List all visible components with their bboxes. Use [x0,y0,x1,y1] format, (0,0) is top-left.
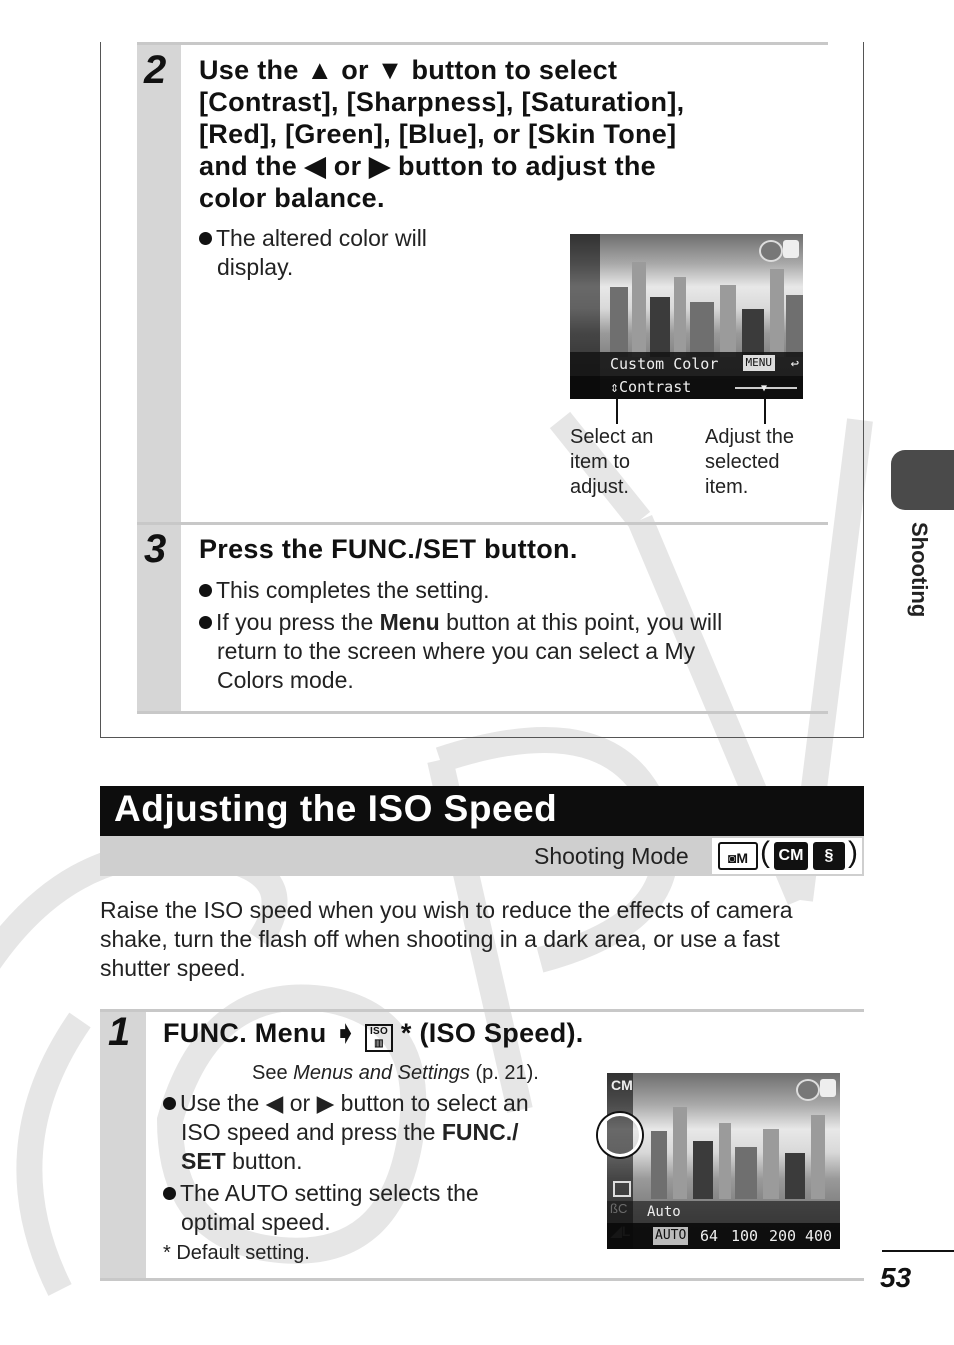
step3-bullet-2: If you press the Menu button at this point, you will return to the screen where you can select a My Colors mode. [199,608,722,695]
caption-adjust-item: Adjust the selected item. [705,426,794,498]
lock-icon [820,1079,836,1097]
step1-title: FUNC. Menu ➧ ISO ▥ * (ISO Speed). [163,1017,584,1052]
shooting-mode-label: Shooting Mode [534,843,689,869]
step2-bullet: The altered color will display. [199,224,427,282]
see-reference: See Menus and Settings (p. 21). [252,1062,539,1084]
iso-highlight-circle [598,1113,642,1157]
step3-top-rule [137,522,828,525]
scale-marker-icon: ▼ [761,383,768,394]
section-title: Adjusting the ISO Speed [114,788,558,829]
iso-option-100: 100 [731,1227,759,1245]
eye-icon [796,1079,820,1101]
leader-line-right [764,398,766,424]
iso-option-200: 200 [769,1227,797,1245]
chapter-label: Shooting [907,522,932,618]
stitch-icon: § [813,842,845,870]
page-number: 53 [880,1262,912,1293]
intro-paragraph: Raise the ISO speed when you wish to reduce the effects of camera shake, turn the flash off when shooting in a dark area, or use a fast shutter speed. [100,897,793,981]
camera-screen-custom-color: Custom Color MENU ↩ ⇕Contrast ▼ [570,234,803,399]
paren-close: ) [848,836,858,869]
camera-screen-iso: CM Auto AUTO 64 100 200 400 [607,1073,840,1249]
step1-bullet-2: The AUTO setting selects the optimal speed. [163,1179,479,1237]
paren-open: ( [760,836,770,869]
step3-title: Press the FUNC./SET button. [199,534,578,564]
step2-side-bar [137,45,181,522]
arrow-right-icon: ➧ [334,1018,358,1048]
custom-m-icon: CM [774,842,808,870]
menu-badge: MENU [743,355,776,371]
updown-arrow-icon: ⇕ [610,378,620,396]
iso-option-400: 400 [805,1227,833,1245]
step1-number: 1 [108,1010,131,1054]
step2-title: Use the ▲ or ▼ button to select [Contrast], [Sharpness], [Saturation], [Red], [Green], [Blue], or [Skin Tone] and the ◀ or ▶ button to adjust the color balance. [199,55,685,213]
cm-mode-icon: CM [611,1077,633,1093]
step3-bullet-1: This completes the setting. [199,576,490,605]
frame-icon [613,1181,631,1197]
step2-top-rule [137,42,828,45]
footnote: * Default setting. [163,1242,310,1264]
lock-icon [783,240,799,258]
iso-option-auto: AUTO [655,1228,687,1243]
step3-bottom-rule [137,711,828,714]
iso-option-64: 64 [700,1227,719,1245]
leader-line-left [616,398,618,424]
step1-bottom-rule [100,1278,864,1281]
iso-auto-icon: ISO ▥ [365,1024,393,1052]
iso-value-bar [607,1223,840,1249]
eye-icon [759,240,783,262]
step3-number: 3 [144,527,167,571]
step1-top-rule [100,1009,864,1012]
caption-select-item: Select an item to adjust. [570,426,654,498]
camera-m-icon: ◙M [718,842,758,870]
step1-bullet-1: Use the ◀ or ▶ button to select an ISO speed and press the FUNC./ SET button. [163,1089,529,1176]
step2-number: 2 [144,48,167,92]
return-arrow-icon: ↩ [790,356,799,372]
chapter-tab [891,450,954,510]
page-number-rule [882,1250,954,1252]
